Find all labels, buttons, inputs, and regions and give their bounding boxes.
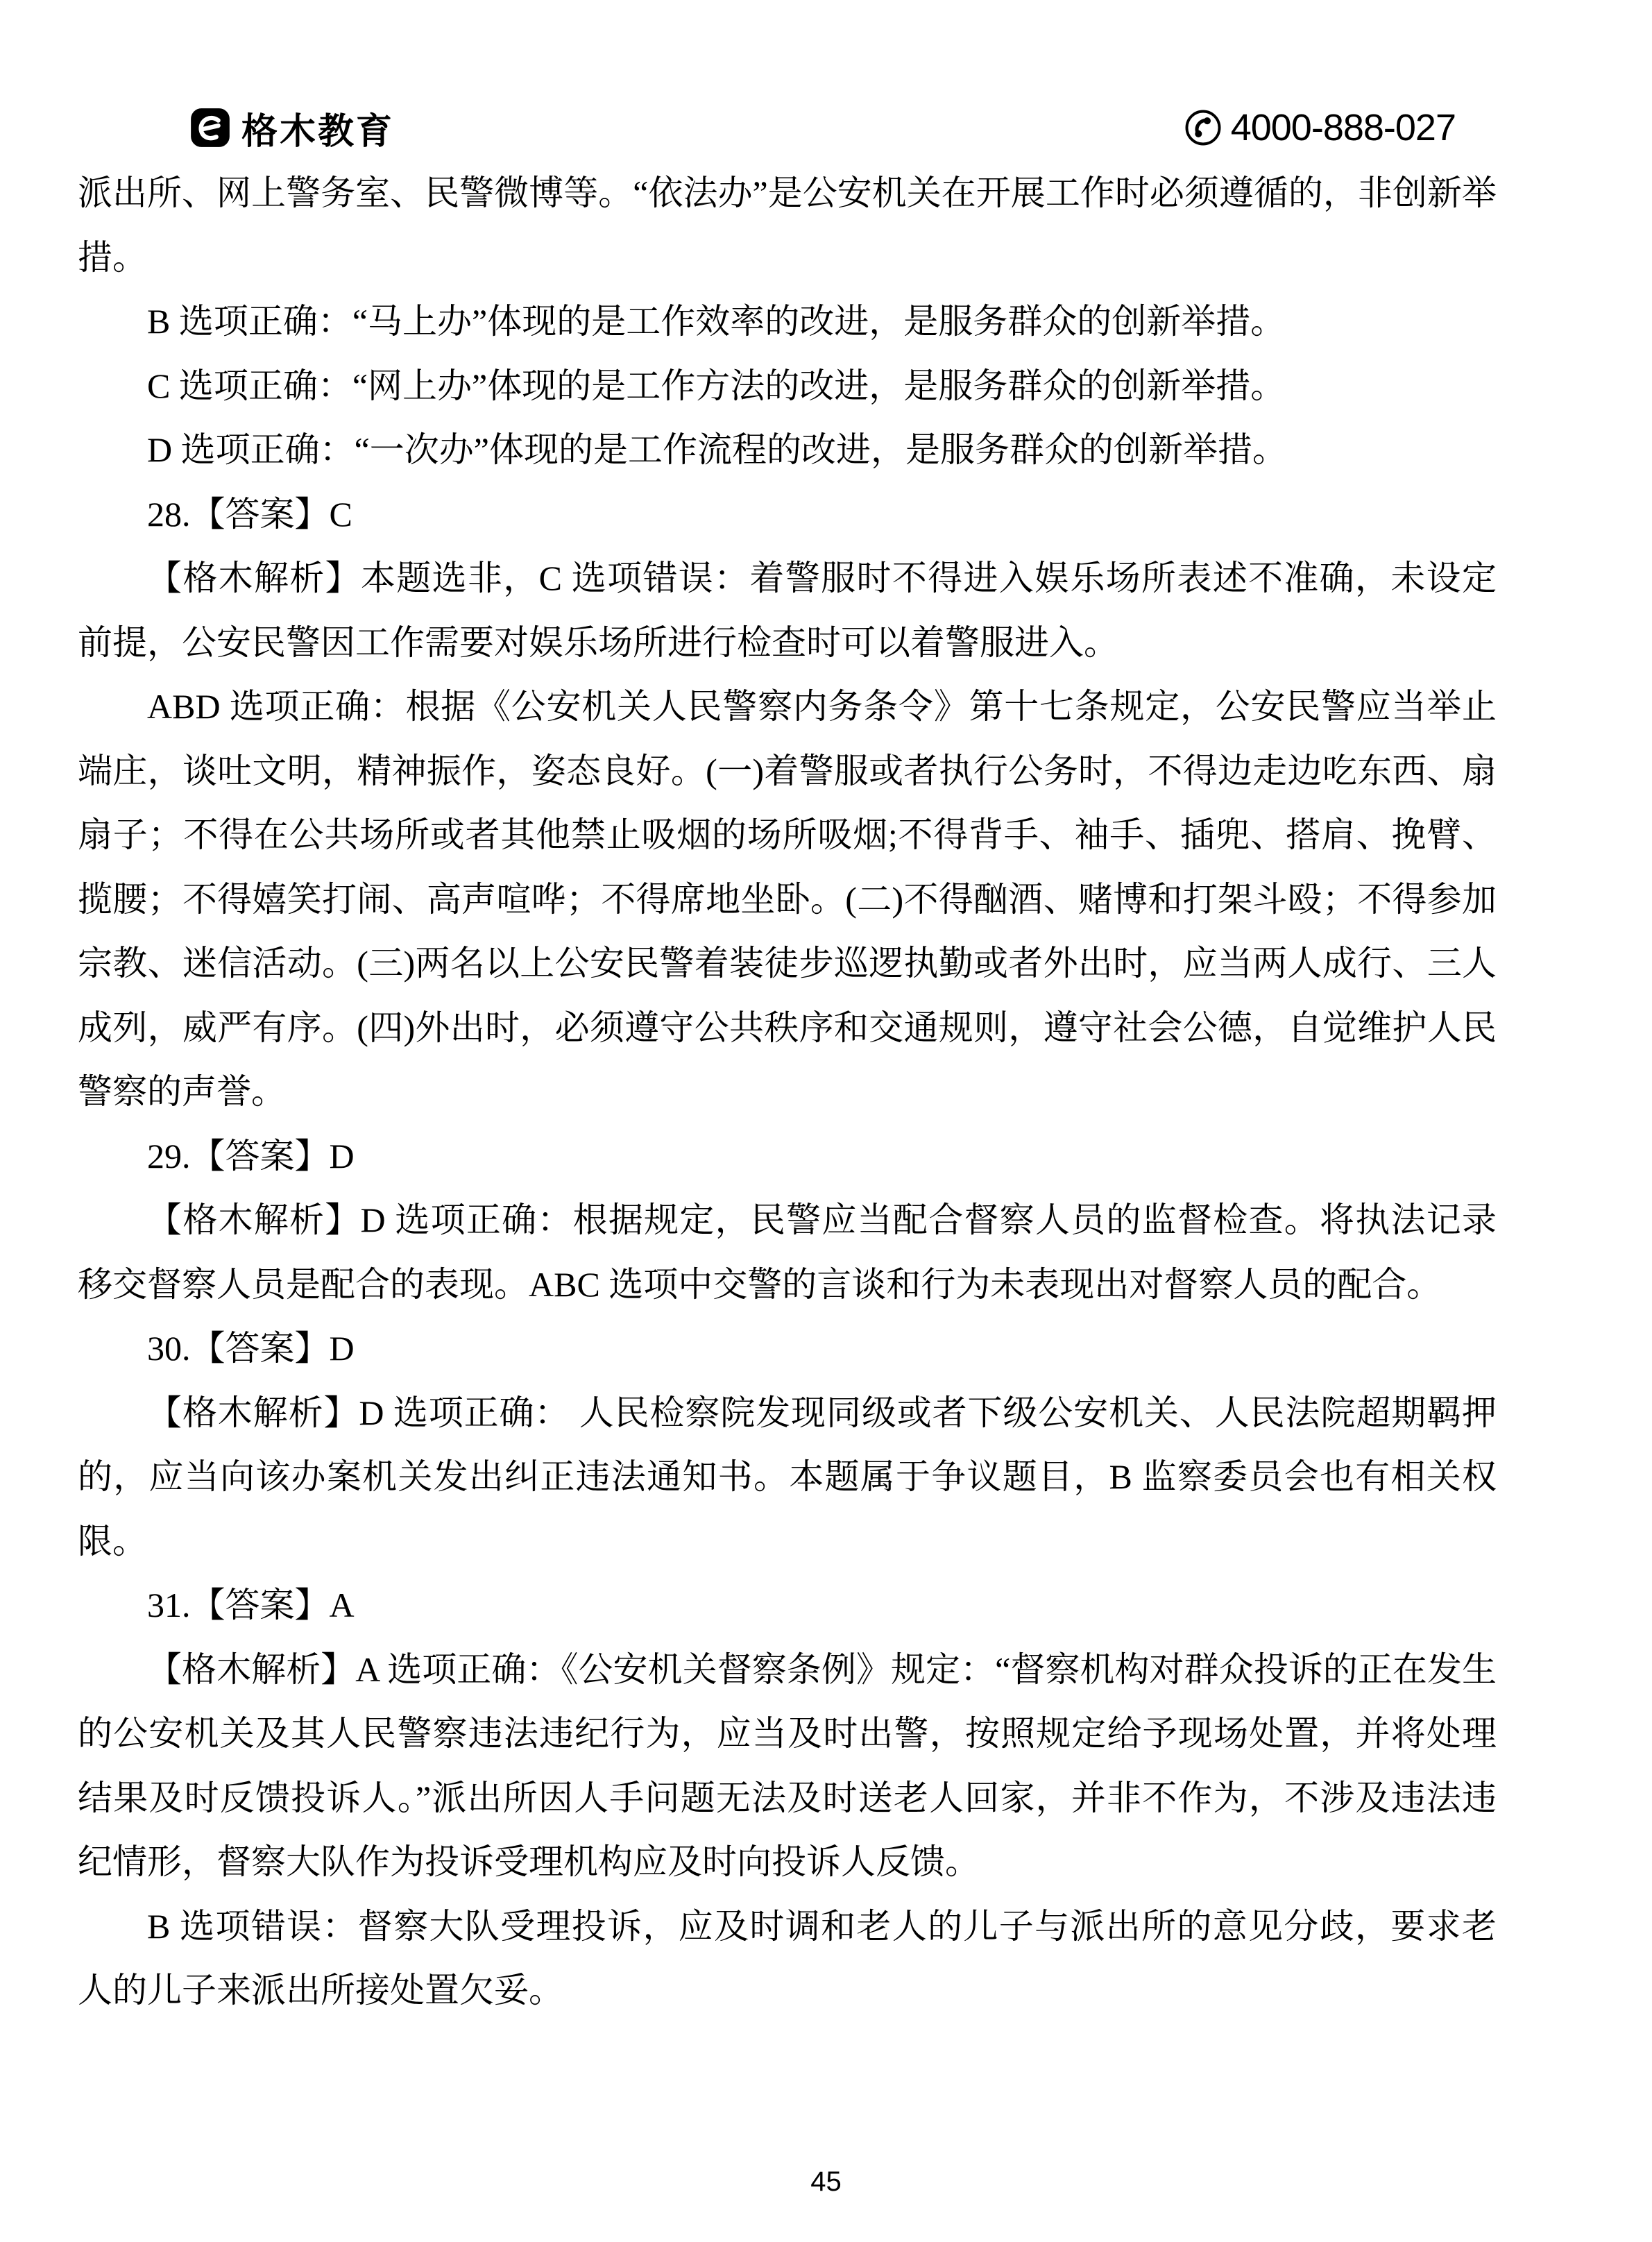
paragraph: C 选项正确：“网上办”体现的是工作方法的改进，是服务群众的创新举措。 xyxy=(147,366,1286,405)
paragraph: 28.【答案】C xyxy=(147,494,352,534)
paragraph: 【格木解析】D 选项正确： 人民检察院发现同级或者下级公安机关、人民法院超期羁押的，应当向该办案机关发出纠正违法通知书。本题属于争议题目，B 监察委员会也有相关权限。 xyxy=(78,1393,1497,1561)
paragraph: 【格木解析】本题选非，C 选项错误：着警服时不得进入娱乐场所表述不准确，未设定前提，公安民警因工作需要对娱乐场所进行检查时可以着警服进入。 xyxy=(78,559,1497,662)
brand-name: 格木教育 xyxy=(241,111,395,152)
page-number: 45 xyxy=(810,2166,842,2197)
paragraph: B 选项错误：督察大队受理投诉，应及时调和老人的儿子与派出所的意见分歧，要求老人的儿子来派出所接处置欠妥。 xyxy=(78,1906,1497,2010)
paragraph: 派出所、网上警务室、民警微博等。“依法办”是公安机关在开展工作时必须遵循的，非创新举措。 xyxy=(78,173,1497,277)
brand xyxy=(190,102,394,154)
paragraph: 【格木解析】D 选项正确：根据规定，民警应当配合督察人员的监督检查。将执法记录移交督察人员是配合的表现。ABC 选项中交警的言谈和行为未表现出对督察人员的配合。 xyxy=(78,1200,1497,1304)
page-header xyxy=(190,103,1456,153)
paragraph: 29.【答案】D xyxy=(147,1136,355,1175)
paragraph: 30.【答案】D xyxy=(147,1329,355,1368)
paragraph: B 选项正确：“马上办”体现的是工作效率的改进，是服务群众的创新举措。 xyxy=(147,302,1286,341)
phone-number: 4000-888-027 xyxy=(1230,107,1456,148)
page-footer xyxy=(0,2166,1652,2198)
paragraph: D 选项正确：“一次办”体现的是工作流程的改进，是服务群众的创新举措。 xyxy=(147,430,1287,469)
paragraph: 【格木解析】A 选项正确：《公安机关督察条例》规定：“督察机构对群众投诉的正在发生的公安机关及其人民警察违法违纪行为，应当及时出警，按照规定给予现场处置，并将处理结果及时反馈投诉人。”派出所因人手问题无法及时送老人回家，并非不作为，不涉及违法违纪情形，督察大队作为投诉受理机构应及时向投诉人反馈。 xyxy=(78,1649,1497,1881)
phone-contact xyxy=(1184,106,1456,149)
document-body xyxy=(78,161,1497,2023)
paragraph: ABD 选项正确：根据《公安机关人民警察内务条令》第十七条规定，公安民警应当举止端庄，谈吐文明，精神振作，姿态良好。(一)着警服或者执行公务时，不得边走边吃东西、扇扇子；不得在公共场所或者其他禁止吸烟的场所吸烟;不得背手、袖手、插兜、搭肩、挽臂、揽腰；不得嬉笑打闹、高声喧哗；不得席地坐卧。(二)不得酗酒、赌博和打架斗殴；不得参加宗教、迷信活动。(三)两名以上公安民警着装徒步巡逻执勤或者外出时，应当两人成行、三人成列，威严有序。(四)外出时，必须遵守公共秩序和交通规则，遵守社会公德，自觉维护人民警察的声誉。 xyxy=(78,687,1497,1111)
phone-icon xyxy=(1184,108,1223,147)
gemu-logo-icon xyxy=(190,108,230,148)
paragraph: 31.【答案】A xyxy=(147,1586,355,1624)
